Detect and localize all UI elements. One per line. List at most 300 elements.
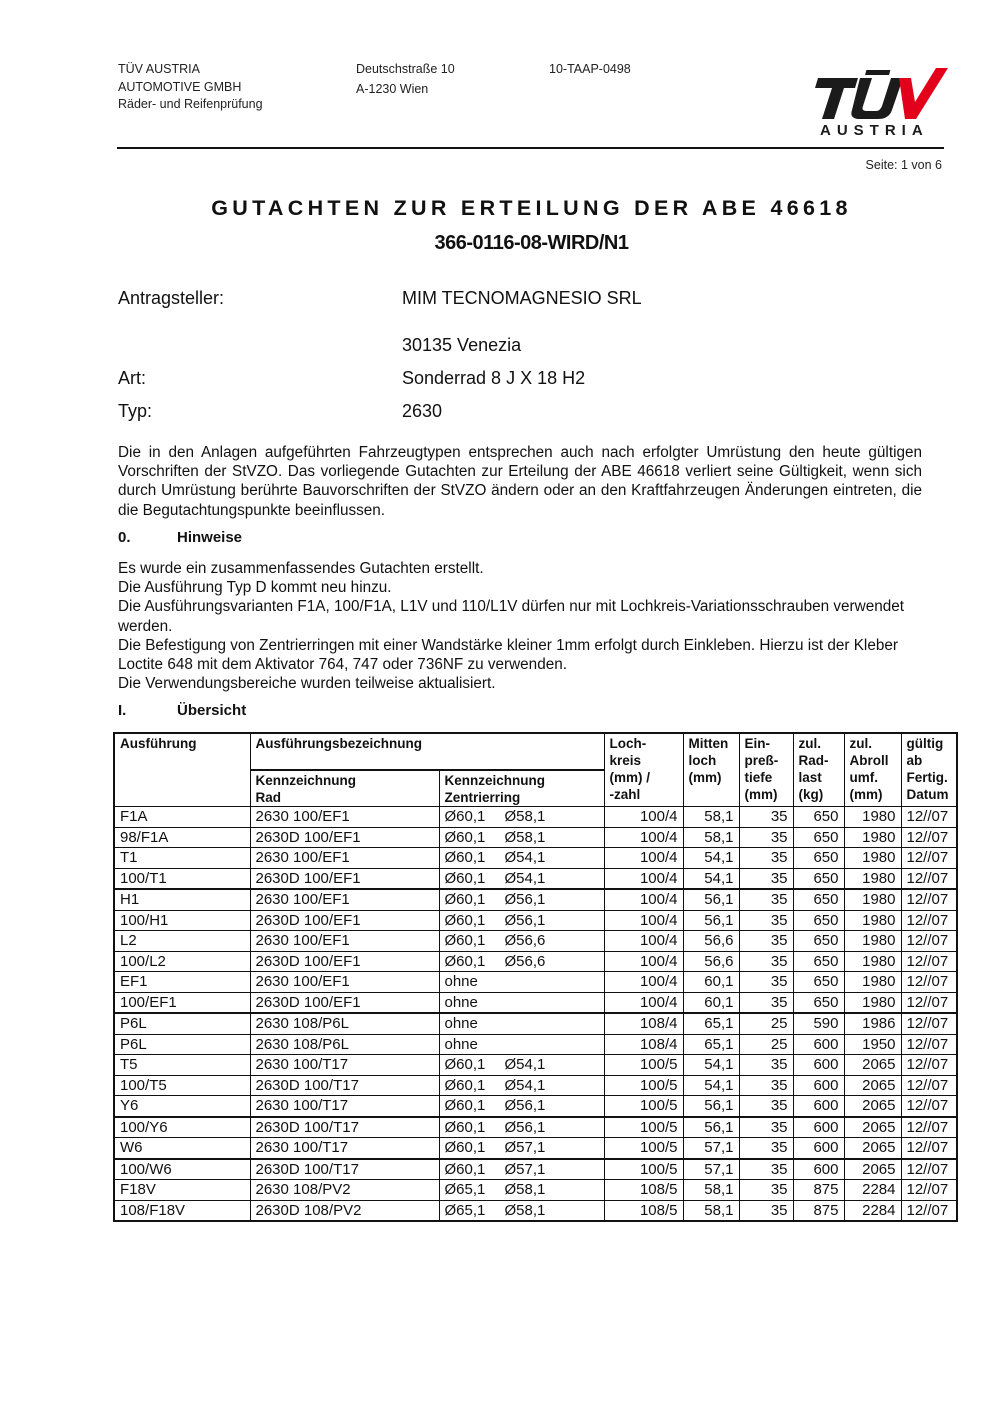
cell-einpresstiefe: 35 <box>739 1075 793 1096</box>
issuer-department: Räder- und Reifenprüfung <box>118 97 263 111</box>
header-line: tiefe <box>744 770 773 785</box>
table-row <box>114 972 957 993</box>
header-line: kreis <box>609 753 642 768</box>
header-line: Rad- <box>798 753 829 768</box>
cell-abrollumfang: 2065 <box>844 1159 901 1180</box>
col-header-kennzeichnung-zentrierring <box>439 770 604 807</box>
intro-paragraph: Die in den Anlagen aufgeführten Fahrzeugtypen entsprechen auch nach erfolgter Umrüstung den heute gültigen Vorschriften der StVZO. Das vorliegende Gutachten zur Erteilung der ABE 46618 verliert seine Gültigkeit, wenn sich durch Umrüstung berührte Bauvorschriften der StVZO ändern oder an den Kraftfahrzeugen Änderungen eintreten, die die Begutachtungspunkte beeinflussen. <box>118 444 922 519</box>
cell-lochkreis: 100/4 <box>604 807 683 828</box>
cell-lochkreis: 100/5 <box>604 1075 683 1096</box>
table-row <box>114 889 957 910</box>
cell-lochkreis: 100/5 <box>604 1096 683 1117</box>
table-row <box>114 827 957 848</box>
section-uebersicht-heading <box>118 702 246 719</box>
ring-inner-diameter: Ø58,1 <box>504 1201 546 1219</box>
cell-zentrierring <box>439 972 604 993</box>
ring-inner-diameter: Ø56,1 <box>504 891 546 908</box>
ring-outer-diameter: ohne <box>444 993 478 1011</box>
ring-inner-diameter: Ø56,1 <box>504 1097 546 1114</box>
table-row <box>114 1034 957 1055</box>
logo-austria-text: AUSTRIA <box>820 122 929 139</box>
ring-outer-diameter: Ø60,1 <box>444 828 486 846</box>
cell-einpresstiefe: 35 <box>739 827 793 848</box>
cell-lochkreis: 100/4 <box>604 910 683 931</box>
note-line: Die Verwendungsbereiche wurden teilweise aktualisiert. <box>118 675 496 693</box>
table-row <box>114 910 957 931</box>
cell-mittenloch: 57,1 <box>683 1159 739 1180</box>
header-line: Fertig. <box>906 770 948 785</box>
cell-zentrierring <box>439 1013 604 1034</box>
cell-abrollumfang: 1980 <box>844 951 901 972</box>
col-header-mittenloch <box>683 733 739 807</box>
table-row <box>114 1200 957 1221</box>
cell-einpresstiefe: 35 <box>739 1055 793 1076</box>
cell-ausfuehrung: H1 <box>114 889 250 910</box>
model-value: 2630 <box>402 401 443 421</box>
cell-zentrierring <box>439 889 604 910</box>
cell-gueltig-ab: 12//07 <box>901 951 957 972</box>
cell-mittenloch: 54,1 <box>683 848 739 869</box>
ring-outer-diameter: Ø60,1 <box>444 1097 486 1114</box>
col-header-radlast <box>793 733 844 807</box>
cell-einpresstiefe: 35 <box>739 910 793 931</box>
section-hinweise-heading <box>118 529 242 546</box>
cell-mittenloch: 56,6 <box>683 951 739 972</box>
cell-radlast: 650 <box>793 972 844 993</box>
cell-ausfuehrung: T1 <box>114 848 250 869</box>
cell-radlast: 875 <box>793 1180 844 1201</box>
cell-gueltig-ab: 12//07 <box>901 827 957 848</box>
cell-einpresstiefe: 35 <box>739 848 793 869</box>
col-header-ausfuehrung: Ausführung <box>114 733 250 807</box>
cell-ausfuehrung: T5 <box>114 1055 250 1076</box>
cell-einpresstiefe: 35 <box>739 1117 793 1138</box>
cell-gueltig-ab: 12//07 <box>901 1055 957 1076</box>
cell-abrollumfang: 2065 <box>844 1055 901 1076</box>
cell-radlast: 650 <box>793 910 844 931</box>
cell-einpresstiefe: 35 <box>739 1159 793 1180</box>
cell-kennzeichnung-rad: 2630 100/EF1 <box>250 848 439 869</box>
cell-radlast: 650 <box>793 848 844 869</box>
cell-kennzeichnung-rad: 2630D 108/PV2 <box>250 1200 439 1221</box>
cell-gueltig-ab: 12//07 <box>901 807 957 828</box>
header-line: (mm) <box>849 787 883 802</box>
cell-kennzeichnung-rad: 2630 108/PV2 <box>250 1180 439 1201</box>
cell-radlast: 600 <box>793 1055 844 1076</box>
ring-outer-diameter: Ø60,1 <box>444 952 486 970</box>
ring-outer-diameter: Ø60,1 <box>444 891 486 908</box>
cell-mittenloch: 60,1 <box>683 972 739 993</box>
cell-kennzeichnung-rad: 2630 100/T17 <box>250 1096 439 1117</box>
cell-gueltig-ab: 12//07 <box>901 1138 957 1159</box>
applicant-city: 30135 Venezia <box>402 335 522 355</box>
cell-zentrierring <box>439 1138 604 1159</box>
ring-inner-diameter: Ø57,1 <box>504 1139 546 1156</box>
cell-abrollumfang: 1980 <box>844 827 901 848</box>
cell-gueltig-ab: 12//07 <box>901 1159 957 1180</box>
cell-abrollumfang: 2065 <box>844 1075 901 1096</box>
cell-radlast: 875 <box>793 1200 844 1221</box>
cell-mittenloch: 58,1 <box>683 827 739 848</box>
table-row <box>114 1138 957 1159</box>
header-line: Loch- <box>609 736 647 751</box>
cell-lochkreis: 100/4 <box>604 931 683 952</box>
cell-zentrierring <box>439 1117 604 1138</box>
cell-einpresstiefe: 35 <box>739 1138 793 1159</box>
cell-zentrierring <box>439 1159 604 1180</box>
cell-einpresstiefe: 35 <box>739 931 793 952</box>
cell-kennzeichnung-rad: 2630 108/P6L <box>250 1034 439 1055</box>
overview-table <box>113 732 958 1222</box>
cell-ausfuehrung: W6 <box>114 1138 250 1159</box>
table-row <box>114 1117 957 1138</box>
header-line: zul. <box>849 736 872 751</box>
table-row <box>114 1013 957 1034</box>
cell-mittenloch: 58,1 <box>683 1200 739 1221</box>
cell-abrollumfang: 1980 <box>844 889 901 910</box>
col-header-gueltig-ab <box>901 733 957 807</box>
col-header-einpresstiefe <box>739 733 793 807</box>
cell-radlast: 600 <box>793 1096 844 1117</box>
cell-mittenloch: 56,1 <box>683 910 739 931</box>
cell-einpresstiefe: 35 <box>739 807 793 828</box>
ring-outer-diameter: Ø60,1 <box>444 1056 486 1073</box>
cell-abrollumfang: 1980 <box>844 992 901 1013</box>
ring-outer-diameter: Ø65,1 <box>444 1201 486 1219</box>
cell-einpresstiefe: 35 <box>739 972 793 993</box>
cell-mittenloch: 57,1 <box>683 1138 739 1159</box>
issuer-block <box>118 61 263 114</box>
applicant-value: MIM TECNOMAGNESIO SRL <box>402 288 642 308</box>
page-indicator: Seite: 1 von 6 <box>865 158 942 172</box>
cell-gueltig-ab: 12//07 <box>901 848 957 869</box>
cell-gueltig-ab: 12//07 <box>901 931 957 952</box>
cell-ausfuehrung: P6L <box>114 1013 250 1034</box>
ring-outer-diameter: Ø65,1 <box>444 1181 486 1198</box>
ring-outer-diameter: Ø60,1 <box>444 1160 486 1178</box>
cell-mittenloch: 56,1 <box>683 889 739 910</box>
ring-inner-diameter: Ø58,1 <box>504 1181 546 1198</box>
cell-abrollumfang: 1980 <box>844 931 901 952</box>
cell-ausfuehrung: 100/T1 <box>114 868 250 889</box>
table-row <box>114 1075 957 1096</box>
cell-mittenloch: 56,1 <box>683 1096 739 1117</box>
cell-radlast: 590 <box>793 1013 844 1034</box>
cell-gueltig-ab: 12//07 <box>901 1034 957 1055</box>
cell-kennzeichnung-rad: 2630D 100/EF1 <box>250 992 439 1013</box>
cell-einpresstiefe: 35 <box>739 1096 793 1117</box>
cell-abrollumfang: 2284 <box>844 1180 901 1201</box>
cell-gueltig-ab: 12//07 <box>901 1013 957 1034</box>
header-line: zul. <box>798 736 821 751</box>
cell-lochkreis: 100/4 <box>604 848 683 869</box>
cell-lochkreis: 100/5 <box>604 1055 683 1076</box>
header-line: Ein- <box>744 736 770 751</box>
cell-lochkreis: 108/4 <box>604 1013 683 1034</box>
cell-mittenloch: 60,1 <box>683 992 739 1013</box>
cell-ausfuehrung: 100/L2 <box>114 951 250 972</box>
cell-mittenloch: 54,1 <box>683 1075 739 1096</box>
cell-zentrierring <box>439 910 604 931</box>
ring-outer-diameter: Ø60,1 <box>444 932 486 949</box>
table-row <box>114 1055 957 1076</box>
cell-ausfuehrung: 100/EF1 <box>114 992 250 1013</box>
cell-abrollumfang: 2065 <box>844 1138 901 1159</box>
ring-inner-diameter: Ø54,1 <box>504 849 546 866</box>
table-row <box>114 931 957 952</box>
cell-zentrierring <box>439 931 604 952</box>
ring-outer-diameter: ohne <box>444 973 478 990</box>
cell-radlast: 600 <box>793 1159 844 1180</box>
cell-lochkreis: 100/5 <box>604 1159 683 1180</box>
cell-mittenloch: 58,1 <box>683 1180 739 1201</box>
cell-ausfuehrung: P6L <box>114 1034 250 1055</box>
cell-lochkreis: 108/5 <box>604 1200 683 1221</box>
cell-abrollumfang: 1980 <box>844 807 901 828</box>
ring-outer-diameter: Ø60,1 <box>444 808 486 825</box>
note-line: Es wurde ein zusammenfassendes Gutachten erstellt. <box>118 560 484 577</box>
cell-kennzeichnung-rad: 2630D 100/EF1 <box>250 827 439 848</box>
table-row <box>114 807 957 828</box>
cell-zentrierring <box>439 827 604 848</box>
cell-abrollumfang: 1950 <box>844 1034 901 1055</box>
cell-zentrierring <box>439 1034 604 1055</box>
cell-gueltig-ab: 12//07 <box>901 889 957 910</box>
ring-outer-diameter: Ø60,1 <box>444 1076 486 1094</box>
cell-lochkreis: 100/4 <box>604 992 683 1013</box>
cell-lochkreis: 100/4 <box>604 972 683 993</box>
cell-radlast: 600 <box>793 1117 844 1138</box>
cell-zentrierring <box>439 1075 604 1096</box>
ring-inner-diameter: Ø54,1 <box>504 1056 546 1073</box>
issuer-name-line2: AUTOMOTIVE GMBH <box>118 79 242 94</box>
cell-radlast: 650 <box>793 807 844 828</box>
cell-kennzeichnung-rad: 2630D 100/EF1 <box>250 951 439 972</box>
ring-outer-diameter: Ø60,1 <box>444 849 486 866</box>
cell-kennzeichnung-rad: 2630D 100/EF1 <box>250 910 439 931</box>
table-row <box>114 1159 957 1180</box>
cell-zentrierring <box>439 1200 604 1221</box>
cell-lochkreis: 108/4 <box>604 1034 683 1055</box>
address-city: A-1230 Wien <box>356 81 429 96</box>
cell-abrollumfang: 2284 <box>844 1200 901 1221</box>
document-title: GUTACHTEN ZUR ERTEILUNG DER ABE 46618 <box>211 196 852 220</box>
header-line: Abroll <box>849 753 889 768</box>
note-line: Die Befestigung von Zentrierringen mit einer Wandstärke kleiner 1mm erfolgt durch Einkleben. Hierzu ist der Kleber Loctite 648 mit dem Aktivator 764, 747 oder 736NF zu verwenden. <box>118 636 898 674</box>
cell-kennzeichnung-rad: 2630 100/T17 <box>250 1055 439 1076</box>
cell-ausfuehrung: 100/Y6 <box>114 1117 250 1138</box>
table-row <box>114 848 957 869</box>
cell-zentrierring <box>439 868 604 889</box>
ring-inner-diameter: Ø56,6 <box>504 952 546 970</box>
cell-kennzeichnung-rad: 2630 100/EF1 <box>250 807 439 828</box>
cell-radlast: 600 <box>793 1034 844 1055</box>
header-line: last <box>798 770 822 785</box>
col-header-kennzeichnung-rad <box>250 770 439 807</box>
cell-kennzeichnung-rad: 2630 108/P6L <box>250 1013 439 1034</box>
cell-mittenloch: 54,1 <box>683 868 739 889</box>
cell-einpresstiefe: 35 <box>739 868 793 889</box>
cell-radlast: 650 <box>793 868 844 889</box>
col-header-abrollumfang <box>844 733 901 807</box>
cell-kennzeichnung-rad: 2630D 100/T17 <box>250 1075 439 1096</box>
cell-lochkreis: 100/5 <box>604 1117 683 1138</box>
header-line: Kennzeichnung <box>255 773 356 788</box>
cell-mittenloch: 56,1 <box>683 1117 739 1138</box>
cell-gueltig-ab: 12//07 <box>901 1096 957 1117</box>
cell-ausfuehrung: 100/H1 <box>114 910 250 931</box>
cell-zentrierring <box>439 807 604 828</box>
ring-inner-diameter: Ø58,1 <box>504 808 546 825</box>
cell-mittenloch: 65,1 <box>683 1034 739 1055</box>
issuer-name-line1: TÜV AUSTRIA <box>118 62 200 76</box>
ring-inner-diameter: Ø56,1 <box>504 1118 546 1136</box>
header-line: gültig <box>906 736 944 751</box>
document-number: 366-0116-08-WIRD/N1 <box>434 232 629 254</box>
cell-zentrierring <box>439 1180 604 1201</box>
cell-ausfuehrung: 100/T5 <box>114 1075 250 1096</box>
cell-kennzeichnung-rad: 2630D 100/EF1 <box>250 868 439 889</box>
header-line: Mitten <box>688 736 729 751</box>
cell-mittenloch: 65,1 <box>683 1013 739 1034</box>
cell-mittenloch: 54,1 <box>683 1055 739 1076</box>
cell-gueltig-ab: 12//07 <box>901 868 957 889</box>
ring-inner-diameter: Ø58,1 <box>504 828 546 846</box>
header-line: Zentrierring <box>444 790 521 805</box>
address-street: Deutschstraße 10 <box>356 62 455 76</box>
note-line: Die Ausführungsvarianten F1A, 100/F1A, L1V und 110/L1V dürfen nur mit Lochkreis-Variationsschrauben verwendet werden. <box>118 598 904 635</box>
cell-gueltig-ab: 12//07 <box>901 1117 957 1138</box>
cell-zentrierring <box>439 951 604 972</box>
section-number: 0. <box>118 529 131 546</box>
tuv-logo-icon <box>812 64 948 120</box>
cell-radlast: 600 <box>793 1075 844 1096</box>
cell-kennzeichnung-rad: 2630 100/EF1 <box>250 931 439 952</box>
type-value: Sonderrad 8 J X 18 H2 <box>402 368 586 388</box>
header-line: Datum <box>906 787 949 802</box>
cell-radlast: 650 <box>793 992 844 1013</box>
cell-mittenloch: 58,1 <box>683 807 739 828</box>
reference-number: 10-TAAP-0498 <box>549 62 631 76</box>
cell-radlast: 650 <box>793 889 844 910</box>
col-header-bezeichnung: Ausführungsbezeichnung <box>250 733 604 770</box>
cell-ausfuehrung: F1A <box>114 807 250 828</box>
section-number: I. <box>118 702 127 719</box>
cell-ausfuehrung: 100/W6 <box>114 1159 250 1180</box>
table-row <box>114 868 957 889</box>
cell-gueltig-ab: 12//07 <box>901 972 957 993</box>
cell-einpresstiefe: 35 <box>739 1180 793 1201</box>
cell-zentrierring <box>439 992 604 1013</box>
ring-outer-diameter: Ø60,1 <box>444 869 486 887</box>
applicant-label: Antragsteller: <box>118 288 225 308</box>
cell-einpresstiefe: 25 <box>739 1034 793 1055</box>
ring-outer-diameter: ohne <box>444 1015 478 1032</box>
header-line: (mm) / <box>609 770 650 785</box>
address-block <box>356 61 455 98</box>
table-row <box>114 951 957 972</box>
cell-gueltig-ab: 12//07 <box>901 1180 957 1201</box>
header-line: (mm) <box>744 787 778 802</box>
ring-outer-diameter: Ø60,1 <box>444 911 486 929</box>
table-row <box>114 992 957 1013</box>
header-line: ab <box>906 753 923 768</box>
header-line: preß- <box>744 753 779 768</box>
cell-abrollumfang: 1980 <box>844 972 901 993</box>
cell-abrollumfang: 1980 <box>844 848 901 869</box>
cell-abrollumfang: 1986 <box>844 1013 901 1034</box>
cell-lochkreis: 100/5 <box>604 1138 683 1159</box>
header-line: (mm) <box>688 770 722 785</box>
ring-inner-diameter: Ø54,1 <box>504 869 546 887</box>
cell-zentrierring <box>439 1055 604 1076</box>
ring-outer-diameter: Ø60,1 <box>444 1139 486 1156</box>
cell-lochkreis: 108/5 <box>604 1180 683 1201</box>
header-line: Kennzeichnung <box>444 773 545 788</box>
cell-zentrierring <box>439 1096 604 1117</box>
cell-radlast: 650 <box>793 931 844 952</box>
tuv-austria-logo <box>812 64 948 140</box>
cell-kennzeichnung-rad: 2630 100/EF1 <box>250 889 439 910</box>
ring-inner-diameter: Ø56,6 <box>504 932 546 949</box>
cell-gueltig-ab: 12//07 <box>901 910 957 931</box>
cell-einpresstiefe: 35 <box>739 889 793 910</box>
cell-lochkreis: 100/4 <box>604 889 683 910</box>
cell-abrollumfang: 1980 <box>844 868 901 889</box>
cell-einpresstiefe: 35 <box>739 951 793 972</box>
header-line: (kg) <box>798 787 824 802</box>
header-line: loch <box>688 753 717 768</box>
table-body <box>114 807 957 1222</box>
cell-lochkreis: 100/4 <box>604 868 683 889</box>
ring-outer-diameter: Ø60,1 <box>444 1118 486 1136</box>
cell-mittenloch: 56,6 <box>683 931 739 952</box>
cell-kennzeichnung-rad: 2630D 100/T17 <box>250 1159 439 1180</box>
ring-inner-diameter: Ø54,1 <box>504 1076 546 1094</box>
cell-ausfuehrung: EF1 <box>114 972 250 993</box>
type-label: Art: <box>118 368 147 388</box>
section-title: Übersicht <box>177 702 247 719</box>
cell-radlast: 650 <box>793 951 844 972</box>
hinweise-notes <box>118 559 928 693</box>
cell-ausfuehrung: Y6 <box>114 1096 250 1117</box>
cell-kennzeichnung-rad: 2630 100/EF1 <box>250 972 439 993</box>
table-row <box>114 1096 957 1117</box>
cell-ausfuehrung: F18V <box>114 1180 250 1201</box>
note-line: Die Ausführung Typ D kommt neu hinzu. <box>118 579 392 597</box>
cell-einpresstiefe: 25 <box>739 1013 793 1034</box>
header-divider <box>117 147 944 149</box>
cell-lochkreis: 100/4 <box>604 827 683 848</box>
cell-einpresstiefe: 35 <box>739 1200 793 1221</box>
ring-inner-diameter: Ø57,1 <box>504 1160 546 1178</box>
cell-gueltig-ab: 12//07 <box>901 1200 957 1221</box>
header-line: -zahl <box>609 787 641 802</box>
cell-ausfuehrung: L2 <box>114 931 250 952</box>
cell-radlast: 600 <box>793 1138 844 1159</box>
ring-outer-diameter: ohne <box>444 1035 478 1053</box>
cell-lochkreis: 100/4 <box>604 951 683 972</box>
cell-ausfuehrung: 108/F18V <box>114 1200 250 1221</box>
cell-radlast: 650 <box>793 827 844 848</box>
cell-einpresstiefe: 35 <box>739 992 793 1013</box>
cell-zentrierring <box>439 848 604 869</box>
ring-inner-diameter: Ø56,1 <box>504 911 546 929</box>
cell-abrollumfang: 2065 <box>844 1096 901 1117</box>
cell-gueltig-ab: 12//07 <box>901 992 957 1013</box>
cell-gueltig-ab: 12//07 <box>901 1075 957 1096</box>
cell-kennzeichnung-rad: 2630D 100/T17 <box>250 1117 439 1138</box>
